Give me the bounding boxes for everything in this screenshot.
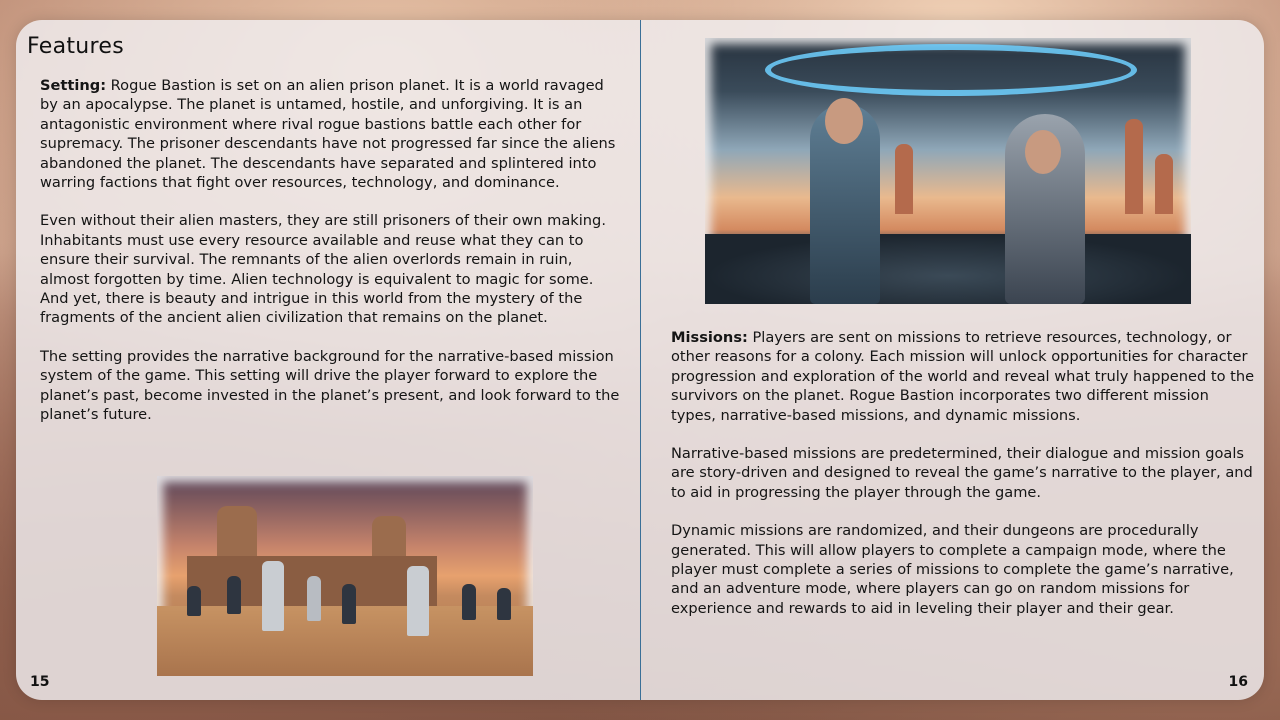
page-title: Features (27, 34, 124, 59)
page-number-right: 16 (1228, 674, 1248, 690)
right-page-text (671, 328, 1256, 637)
page-number-left: 15 (30, 674, 50, 690)
setting-label: Setting: (40, 77, 107, 94)
missions-paragraph (671, 328, 1256, 425)
meeting-scene-image (705, 38, 1191, 304)
missions-label: Missions: (671, 329, 748, 346)
missions-text: Players are sent on missions to retrieve resources, technology, or other reasons for a colony. Each mission will unlock opportunities for character progression and exploration of the world and reveal what truly happened to the survivors on the planet. Rogue Bastion incorporates two different mission types, narrative-based missions, and dynamic missions. (671, 329, 1255, 424)
missions-paragraph-3: Dynamic missions are randomized, and their dungeons are procedurally generated. This will allow players to complete a campaign mode, where the player must complete a series of missions to complete the game’s narrative, and an adventure mode, where players can go on random missions for experience and rewards to aid in leveling their player and their gear. (671, 522, 1234, 617)
missions-paragraph-2: Narrative-based missions are predetermined, their dialogue and mission goals are story-driven and designed to reveal the game’s narrative to the player, and to aid in progressing the player through the game. (671, 445, 1253, 501)
page-divider (640, 20, 641, 700)
setting-text: Rogue Bastion is set on an alien prison planet. It is a world ravaged by an apocalypse. The planet is untamed, hostile, and unforgiving. It is an antagonistic environment where rival rogue bastions battle each other for supremacy. The prisoner descendants have not progressed far since the aliens abandoned the planet. The descendants have separated and splintered into warring factions that fight over resources, technology, and dominance. (40, 77, 616, 192)
setting-paragraph-3: The setting provides the narrative background for the narrative-based mission system of the game. This setting will drive the player forward to explore the planet’s past, become invested in the planet’s present, and look forward to the planet’s future. (40, 347, 620, 424)
left-page-text (40, 76, 620, 444)
setting-paragraph-2: Even without their alien masters, they are still prisoners of their own making. Inhabitants must use every resource available and reuse what they can to ensure their survival. The remnants of the alien overlords remain in ruin, almost forgotten by time. Alien technology is equivalent to magic for some. And yet, there is beauty and intrigue in this world from the mystery of the fragments of the ancient alien civilization that remains on the planet. (40, 212, 606, 327)
battle-scene-image (157, 476, 533, 676)
setting-paragraph (40, 76, 620, 192)
book-spread (16, 20, 1264, 700)
